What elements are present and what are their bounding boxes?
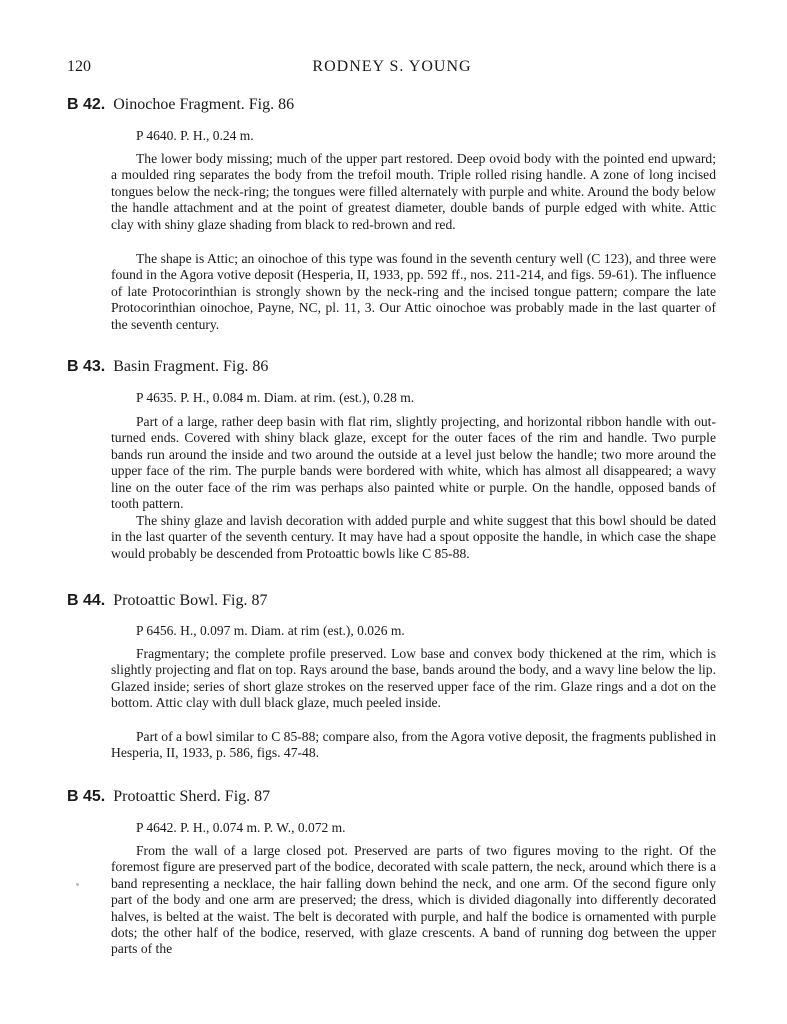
entry-heading-b43 [67,358,268,376]
catalog-number: B 45. [67,788,106,805]
entry-paragraph: The lower body missing; much of the upper part restored. Deep ovoid body with the pointed end upward; a moulded ring separates the body from the trefoil mouth. Triple rolled rising handle. A zone of long incised tongues below the neck-ring; the tongues were filled alternately with purple and white. Around the body below the handle attachment and at the point of greatest diameter, double bands of purple edged with white. Attic clay with shiny glaze shading from black to red-brown and red. [111,151,716,232]
entry-heading-b44 [67,592,267,610]
running-head: RODNEY S. YOUNG [312,58,472,75]
entry-meta: P 4642. P. H., 0.074 m. P. W., 0.072 m. [136,820,346,835]
entry-paragraph: Fragmentary; the complete profile preserved. Low base and convex body thickened at the rim, which is slightly projecting and flat on top. Rays around the base, bands around the body, and a wavy line below the lip. Glazed inside; series of short glaze strokes on the reserved upper face of the rim. Glaze rings and a dot on the bottom. Attic clay with dull black glaze, much peeled inside. [111,646,716,711]
catalog-number: B 43. [67,358,106,375]
entry-heading-b45 [67,788,270,806]
entry-heading-b42 [67,96,294,114]
catalog-number: B 44. [67,592,106,609]
entry-title: Protoattic Bowl. Fig. 87 [113,592,268,609]
entry-paragraph: The shiny glaze and lavish decoration with added purple and white suggest that this bowl should be dated in the last quarter of the seventh century. It may have had a spout opposite the handle, in which case the shape would probably be descended from Protoattic bowls like C 85-88. [111,513,716,561]
entry-paragraph: The shape is Attic; an oinochoe of this type was found in the seventh century well (C 123), and three were found in the Agora votive deposit (Hesperia, II, 1933, pp. 592 ff., nos. 211-214, and figs. 59-61). The influence of late Protocorinthian is strongly shown by the neck-ring and the incised tongue pattern; compare the late Protocorinthian oinochoe, Payne, NC, pl. 11, 3. Our Attic oinochoe was probably made in the last quarter of the seventh century. [111,251,716,332]
catalog-number: B 42. [67,96,106,113]
entry-title: Oinochoe Fragment. Fig. 86 [113,96,295,113]
entry-paragraph: Part of a large, rather deep basin with flat rim, slightly projecting, and horizontal ribbon handle with out-turned ends. Covered with shiny black glaze, except for the outer faces of the rim and handle. Two purple bands run around the inside and two around the outside at a level just below the handle; two more around the upper face of the rim. The purple bands were bordered with white, which has almost all disappeared; a wavy line on the outer face of the rim was perhaps also painted white or purple. On the handle, opposed bands of tooth pattern. [111,414,716,512]
entry-title: Protoattic Sherd. Fig. 87 [113,788,271,805]
entry-meta: P 4640. P. H., 0.24 m. [136,128,254,143]
entry-title: Basin Fragment. Fig. 86 [113,358,269,375]
entry-meta: P 4635. P. H., 0.084 m. Diam. at rim. (est.), 0.28 m. [136,390,415,405]
entry-meta: P 6456. H., 0.097 m. Diam. at rim (est.), 0.026 m. [136,623,405,638]
page-header [67,58,717,80]
entry-paragraph: Part of a bowl similar to C 85-88; compare also, from the Agora votive deposit, the fragments published in Hesperia, II, 1933, p. 586, figs. 47-48. [111,729,716,761]
margin-mark [76,883,79,886]
entry-paragraph: From the wall of a large closed pot. Preserved are parts of two figures moving to the right. Of the foremost figure are preserved part of the bodice, decorated with scale pattern, the neck, around which there is a band representing a necklace, the hair falling down behind the neck, and one arm. Of the second figure only part of the body and one arm are preserved; the dress, which is divided diagonally into differently decorated halves, is belted at the waist. The belt is decorated with purple, and half the bodice is ornamented with purple dots; the other half of the bodice, reserved, with glaze crescents. A band of running dog between the upper parts of the [111,843,716,957]
page-number: 120 [67,58,91,75]
